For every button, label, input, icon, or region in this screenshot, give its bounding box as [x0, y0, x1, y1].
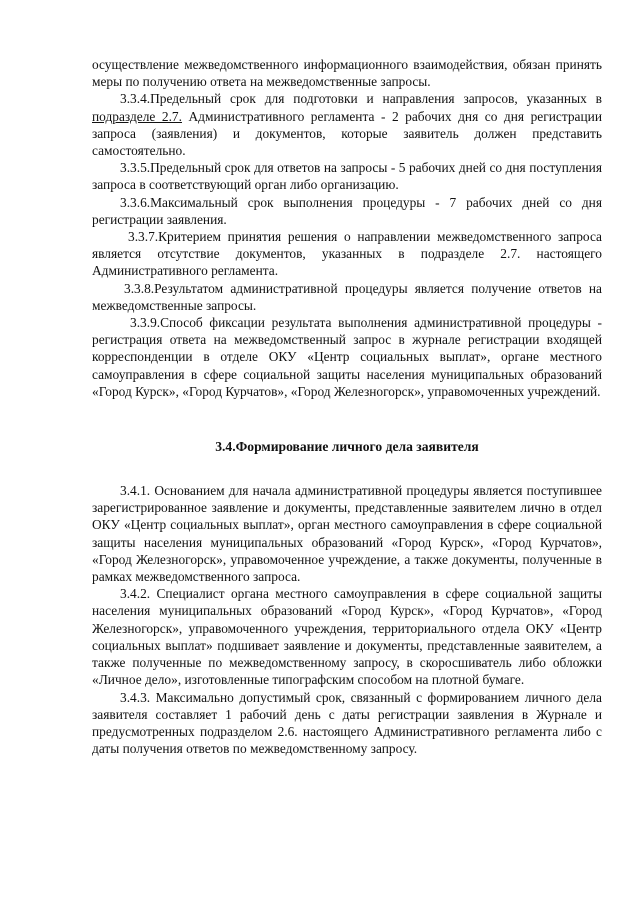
document-page	[92, 56, 602, 757]
paragraph-3-3-5: 3.3.5.Предельный срок для ответов на запросы - 5 рабочих дней со дня поступления запроса в соответствующий орган либо организацию.	[92, 160, 602, 193]
paragraph-3-3-9: 3.3.9.Способ фиксации результата выполнения административной процедуры - регистрация ответа на межведомственный запрос в журнале регистрации входящей корреспонденции в отделе ОКУ «Центр социальных выплат», органе местного самоуправления в сфере социальной защиты населения муниципальных образований «Город Курск», «Город Курчатов», «Город Железногорск», управомоченных учреждений.	[92, 315, 602, 399]
paragraph-3-3-7: 3.3.7.Критерием принятия решения о направлении межведомственного запроса является отсутствие документов, указанных в подразделе 2.7. настоящего Административного регламента.	[92, 229, 602, 279]
paragraph-3-4-1: 3.4.1. Основанием для начала административной процедуры является поступившее зарегистрированное заявление и документы, представленные заявителем лично в отдел ОКУ «Центр социальных выплат», орган местного самоуправления в сфере социальной защиты населения муниципальных образований «Город Курск», «Город Курчатов», «Город Железногорск», управомоченное учреждение, а также документы, полученные в рамках межведомственного запроса.	[92, 483, 602, 585]
paragraph-3-3-6: 3.3.6.Максимальный срок выполнения процедуры - 7 рабочих дней со дня регистрации заявления.	[92, 194, 602, 227]
paragraph-3-3-4-text-a: 3.3.4.Предельный срок для подготовки и направления запросов, указанных в	[120, 91, 602, 107]
section-heading: 3.4.Формирование личного дела заявителя	[215, 439, 479, 455]
paragraph-3-3-4-text-b: Административного регламента - 2 рабочих дня со дня регистрации запроса (заявления) и документов, которые заявитель должен представить самостоятельно.	[92, 108, 602, 159]
paragraph-3-4-2: 3.4.2. Специалист органа местного самоуправления в сфере социальной защиты населения муниципальных образований «Город Курск», «Город Курчатов», «Город Железногорск», управомоченного учреждения, территориального отдела ОКУ «Центр социальных выплат» подшивает заявление и документы, представленные заявителем, а также полученные по межведомственному запросу, в скоросшиватель либо обложки «Личное дело», изготовленные типографским способом на плотной бумаге.	[92, 586, 602, 688]
paragraph-3-4-3: 3.4.3. Максимально допустимый срок, связанный с формированием личного дела заявителя составляет 1 рабочий день с даты регистрации заявления в Журнале и предусмотренных подразделом 2.6. настоящего Административного регламента либо с даты получения ответов по межведомственному запросу.	[92, 689, 602, 757]
section-spacer-bottom	[92, 455, 602, 482]
paragraph-3-3-8: 3.3.8.Результатом административной процедуры является получение ответов на межведомственные запросы.	[92, 280, 602, 313]
paragraph-continuation: осуществление межведомственного информационного взаимодействия, обязан принять меры по получению ответа на межведомственные запросы.	[92, 57, 602, 90]
section-spacer-top	[92, 400, 602, 438]
subsection-2-7-link[interactable]: подразделе 2.7.	[92, 108, 182, 124]
paragraph-3-3-4	[92, 90, 602, 159]
